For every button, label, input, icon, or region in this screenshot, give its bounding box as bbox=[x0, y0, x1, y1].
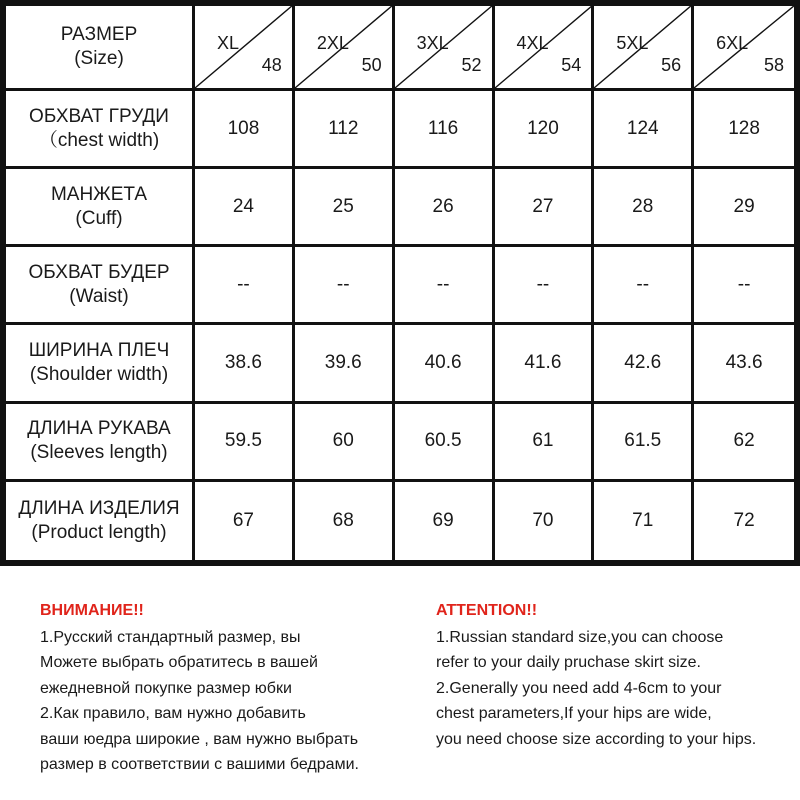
measurement-label-en: (Waist) bbox=[69, 285, 129, 307]
measurement-value: 128 bbox=[728, 117, 760, 139]
measurement-label bbox=[6, 482, 195, 560]
measurement-value-cell bbox=[495, 247, 595, 325]
measurement-label-ru: ДЛИНА РУКАВА bbox=[27, 418, 171, 440]
measurement-value-cell bbox=[594, 91, 694, 169]
measurement-value-cell bbox=[295, 482, 395, 560]
measurement-value-cell bbox=[594, 169, 694, 247]
measurement-value-cell bbox=[195, 482, 295, 560]
measurement-label-ru: ОБХВАТ ГРУДИ bbox=[29, 105, 169, 127]
notes-russian-title: ВНИМАНИЕ!! bbox=[40, 602, 144, 619]
measurement-value: 120 bbox=[527, 117, 559, 139]
measurement-value: -- bbox=[336, 274, 350, 296]
size-letter: 4XL bbox=[516, 33, 549, 53]
notes-russian-line: 1.Русский стандартный размер, вы bbox=[40, 628, 301, 646]
measurement-value: 27 bbox=[532, 195, 554, 217]
measurement-value-cell bbox=[594, 404, 694, 482]
measurement-label bbox=[6, 91, 195, 169]
measurement-value-cell bbox=[195, 247, 295, 325]
measurement-value-cell bbox=[395, 91, 495, 169]
measurement-value-cell bbox=[594, 247, 694, 325]
measurement-value: 68 bbox=[332, 510, 354, 532]
size-header-cell bbox=[694, 6, 794, 91]
measurement-value: 108 bbox=[227, 117, 260, 139]
measurement-label bbox=[6, 404, 195, 482]
size-header-cell bbox=[395, 6, 495, 91]
size-number: 56 bbox=[661, 54, 682, 75]
measurement-value: 69 bbox=[432, 510, 454, 532]
measurement-value-cell bbox=[295, 325, 395, 403]
measurement-value: 24 bbox=[232, 195, 254, 217]
measurement-value-cell bbox=[495, 482, 595, 560]
size-header-cell bbox=[295, 6, 395, 91]
notes-english-line: refer to your daily pruchase skirt size. bbox=[436, 654, 701, 671]
notes-english-line: you need choose size according to your hips. bbox=[436, 730, 757, 748]
measurement-value-cell bbox=[594, 482, 694, 560]
size-letter: 6XL bbox=[716, 33, 749, 53]
measurement-value-cell bbox=[395, 247, 495, 325]
notes-russian-line: ваши юедра широкие , вам нужно выбрать bbox=[40, 730, 359, 748]
measurement-value: 28 bbox=[632, 195, 654, 217]
measurement-value-cell bbox=[495, 169, 595, 247]
measurement-value: 71 bbox=[632, 510, 654, 532]
size-header-cell bbox=[495, 6, 595, 91]
measurement-value: 62 bbox=[733, 430, 755, 452]
measurement-value-cell bbox=[694, 91, 794, 169]
notes-english-line: chest parameters,If your hips are wide, bbox=[436, 705, 712, 722]
measurement-value: 112 bbox=[328, 117, 359, 139]
measurement-label bbox=[6, 247, 195, 325]
measurement-value: 61.5 bbox=[624, 430, 662, 452]
measurement-value: -- bbox=[636, 274, 650, 296]
size-letter: 2XL bbox=[316, 33, 349, 53]
measurement-value-cell bbox=[195, 404, 295, 482]
measurement-value: 60 bbox=[332, 430, 354, 452]
size-letter: XL bbox=[217, 33, 240, 53]
measurement-value-cell bbox=[295, 404, 395, 482]
measurement-value: 67 bbox=[232, 510, 254, 532]
notes-russian-line: 2.Как правило, вам нужно добавить bbox=[40, 705, 306, 722]
measurement-value-cell bbox=[694, 482, 794, 560]
measurement-value: 39.6 bbox=[324, 352, 362, 374]
notes-section bbox=[0, 566, 800, 800]
measurement-label-ru: ШИРИНА ПЛЕЧ bbox=[28, 340, 170, 362]
size-number: 54 bbox=[561, 54, 582, 75]
measurement-value: 124 bbox=[626, 117, 659, 139]
measurement-value: -- bbox=[737, 274, 751, 296]
measurement-value-cell bbox=[195, 325, 295, 403]
size-header-label bbox=[6, 6, 195, 91]
measurement-value: 116 bbox=[427, 117, 459, 139]
measurement-value: 43.6 bbox=[725, 352, 763, 374]
notes-russian-line: ежедневной покупке размер юбки bbox=[40, 679, 292, 697]
measurement-label-en: (Cuff) bbox=[75, 207, 123, 229]
measurement-value: 72 bbox=[733, 510, 755, 532]
measurement-value-cell bbox=[495, 91, 595, 169]
size-letter: 5XL bbox=[616, 33, 649, 53]
size-number: 58 bbox=[763, 54, 784, 75]
measurement-value: 26 bbox=[432, 195, 454, 217]
measurement-label-ru: МАНЖЕТА bbox=[50, 183, 148, 205]
size-label-en: (Size) bbox=[74, 48, 124, 69]
measurement-value-cell bbox=[295, 169, 395, 247]
measurement-value-cell bbox=[395, 169, 495, 247]
measurement-value-cell bbox=[495, 404, 595, 482]
measurement-value: 60.5 bbox=[424, 430, 462, 452]
size-number: 50 bbox=[361, 54, 382, 75]
notes-english-line: 1.Russian standard size,you can choose bbox=[436, 628, 724, 646]
size-letter: 3XL bbox=[416, 33, 449, 53]
measurement-value: 29 bbox=[733, 195, 755, 217]
measurement-value: 25 bbox=[332, 195, 354, 217]
measurement-label-ru: ОБХВАТ БУДЕР bbox=[28, 262, 170, 284]
size-header-cell bbox=[195, 6, 295, 91]
measurement-label-en: （chest width) bbox=[38, 129, 160, 151]
measurement-value-cell bbox=[694, 169, 794, 247]
measurement-value-cell bbox=[694, 404, 794, 482]
measurement-value-cell bbox=[495, 325, 595, 403]
measurement-label bbox=[6, 169, 195, 247]
measurement-label-en: (Shoulder width) bbox=[29, 364, 169, 386]
measurement-value: 40.6 bbox=[424, 352, 462, 374]
measurement-label-ru: ДЛИНА ИЗДЕЛИЯ bbox=[18, 498, 180, 520]
notes-english bbox=[436, 598, 796, 752]
measurement-value: 59.5 bbox=[224, 430, 262, 452]
measurement-value: 38.6 bbox=[224, 352, 262, 374]
measurement-value: -- bbox=[237, 274, 250, 296]
measurement-label-en: (Product length) bbox=[31, 521, 167, 543]
measurement-value: -- bbox=[536, 274, 550, 296]
measurement-value-cell bbox=[694, 247, 794, 325]
measurement-label bbox=[6, 325, 195, 403]
notes-russian-line: размер в соответствии с вашими бедрами. bbox=[40, 756, 359, 773]
measurement-value-cell bbox=[395, 325, 495, 403]
size-number: 52 bbox=[461, 54, 482, 75]
measurement-value: 42.6 bbox=[624, 352, 662, 374]
size-number: 48 bbox=[261, 54, 282, 75]
notes-russian-line: Можете выбрать обратитесь в вашей bbox=[40, 654, 318, 671]
measurement-label-en: (Sleeves length) bbox=[30, 442, 168, 464]
measurement-value: 61 bbox=[532, 430, 554, 452]
size-label-ru: РАЗМЕР bbox=[60, 24, 138, 46]
notes-russian bbox=[40, 598, 400, 778]
measurement-value: 70 bbox=[532, 510, 554, 532]
measurement-value: -- bbox=[436, 274, 450, 296]
measurement-value-cell bbox=[195, 91, 295, 169]
measurement-value-cell bbox=[295, 91, 395, 169]
notes-english-title: ATTENTION!! bbox=[436, 602, 538, 619]
measurement-value-cell bbox=[694, 325, 794, 403]
measurement-value: 41.6 bbox=[524, 352, 562, 374]
measurement-value-cell bbox=[195, 169, 295, 247]
measurement-value-cell bbox=[295, 247, 395, 325]
notes-english-line: 2.Generally you need add 4-6cm to your bbox=[436, 679, 722, 697]
measurement-value-cell bbox=[594, 325, 694, 403]
measurement-value-cell bbox=[395, 482, 495, 560]
size-header-cell bbox=[594, 6, 694, 91]
measurement-value-cell bbox=[395, 404, 495, 482]
